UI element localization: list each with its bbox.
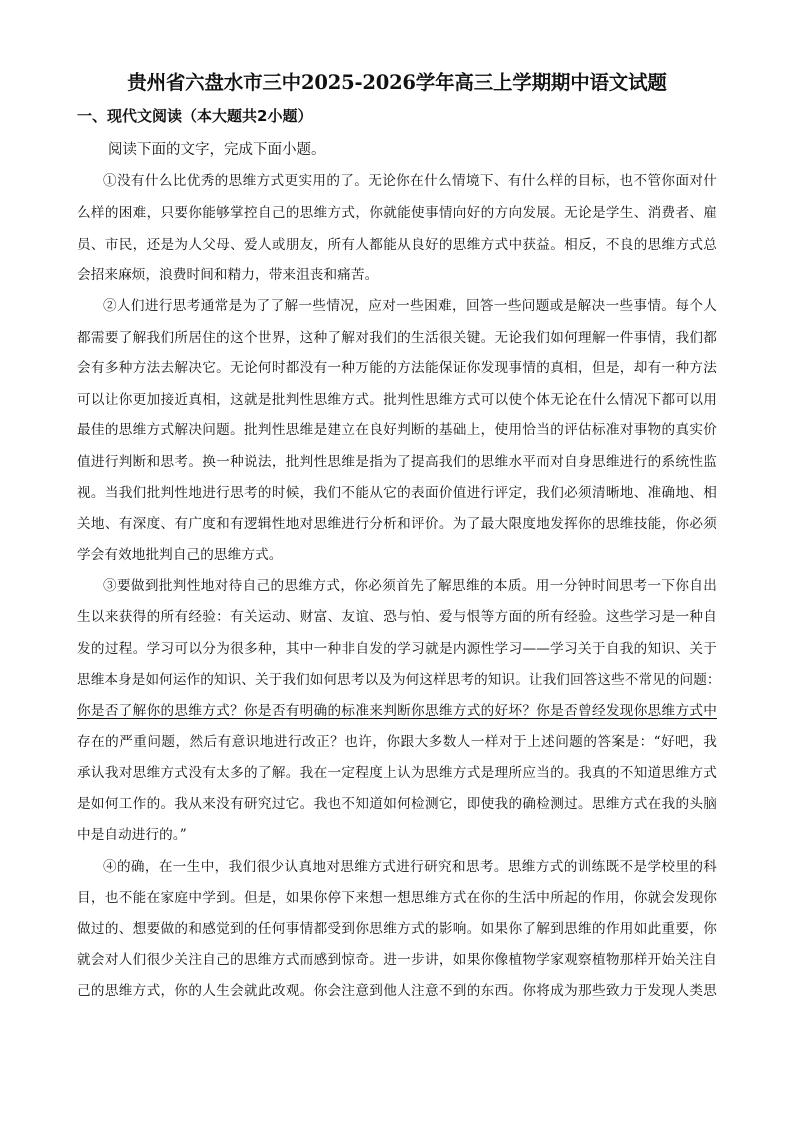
paragraph-3-underlined-line: 你是否了解你的思维方式？你是否有明确的标准来判断你思维方式的好坏？你是否曾经发现你思维方式中 [77, 703, 717, 719]
paragraph-3-line: 是如何工作的。我从来没有研究过它。我也不知道如何检测它，即使我的确检测过。思维方式在我的头脑 [77, 796, 717, 812]
paragraph-2-line: 可以让你更加接近真相，这就是批判性思维方式。批判性思维方式可以使个体无论在什么情况下都可以用 [77, 392, 717, 408]
paragraph-4-line: 就会对人们很少关注自己的思维方式而感到惊奇。进一步讲，如果你像植物学家观察植物那样开始关注自 [77, 952, 717, 968]
paragraph-1-line: 会招来麻烦，浪费时间和精力，带来沮丧和痛苦。 [77, 267, 379, 283]
paragraph-3-line: 存在的严重问题，然后有意识地进行改正？也许，你跟大多数人一样对于上述问题的答案是：“好吧，我 [77, 734, 717, 750]
paragraph-4-line: ④的确，在一生中，我们很少认真地对思维方式进行研究和思考。思维方式的训练既不是学校里的科 [103, 859, 717, 875]
paragraph-1-line: 么样的困难，只要你能够掌控自己的思维方式，你就能使事情向好的方向发展。无论是学生、消费者、雇 [77, 205, 717, 221]
paragraph-2-line: 值进行判断和思考。换一种说法，批判性思维是指为了提高我们的思维水平而对自身思维进行的系统性监 [77, 454, 717, 470]
reading-instruction: 阅读下面的文字，完成下面小题。 [108, 142, 326, 158]
paragraph-3-line: 发的过程。学习可以分为很多种，其中一种非自发的学习就是内源性学习——学习关于自我的知识、关于 [77, 641, 717, 657]
paragraph-4-line: 做过的、想要做的和感觉到的任何事情都受到你思维方式的影响。如果你了解到思维的作用如此重要，你 [77, 921, 717, 937]
section-heading: 一、现代文阅读（本大题共2小题） [77, 107, 313, 125]
paragraph-3-line: 生以来获得的所有经验：有关运动、财富、友谊、恐与怕、爱与恨等方面的所有经验。这些学习是一种自 [77, 609, 717, 625]
paragraph-2-line: 最佳的思维方式解决问题。批判性思维是建立在良好判断的基础上，使用恰当的评估标准对事物的真实价 [77, 422, 717, 438]
document-title: 贵州省六盘水市三中2025-2026学年高三上学期期中语文试题 [127, 71, 667, 94]
paragraph-2-line: 关地、有深度、有广度和有逻辑性地对思维进行分析和评价。为了最大限度地发挥你的思维技能，你必须 [77, 516, 717, 532]
paragraph-2-line: 会有多种方法去解决它。无论何时都没有一种万能的方法能保证你发现事情的真相，但是，却有一种方法 [77, 360, 717, 376]
paragraph-3-line: 承认我对思维方式没有太多的了解。我在一定程度上认为思维方式是理所应当的。我真的不知道思维方式 [77, 765, 717, 781]
paragraph-3-line: ③要做到批判性地对待自己的思维方式，你必须首先了解思维的本质。用一分钟时间思考一下你自出 [103, 578, 717, 594]
paragraph-1-line: ①没有什么比优秀的思维方式更实用的了。无论你在什么情境下、有什么样的目标，也不管你面对什 [103, 173, 717, 189]
paragraph-2-line: ②人们进行思考通常是为了了解一些情况，应对一些困难，回答一些问题或是解决一些事情。每个人 [103, 298, 717, 314]
paragraph-2-line: 学会有效地批判自己的思维方式。 [77, 547, 283, 563]
paragraph-4-line: 目，也不能在家庭中学到。但是，如果你停下来想一想思维方式在你的生活中所起的作用，你就会发现你 [77, 890, 717, 906]
paragraph-2-line: 都需要了解我们所居住的这个世界，这种了解对我们的生活很关键。无论我们如何理解一件事情，我们都 [77, 330, 717, 346]
paragraph-2-line: 视。当我们批判性地进行思考的时候，我们不能从它的表面价值进行评定，我们必须清晰地、准确地、相 [77, 485, 717, 501]
paragraph-1-line: 员、市民，还是为人父母、爱人或朋友，所有人都能从良好的思维方式中获益。相反，不良的思维方式总 [77, 237, 717, 253]
paragraph-3-line: 思维本身是如何运作的知识、关于我们如何思考以及为何这样思考的知识。让我们回答这些不常见的问题： [77, 672, 721, 688]
paragraph-4-line: 己的思维方式，你的人生会就此改观。你会注意到他人注意不到的东西。你将成为那些致力于发现人类思 [77, 983, 717, 999]
paragraph-3-line: 中是自动进行的。” [77, 827, 187, 843]
